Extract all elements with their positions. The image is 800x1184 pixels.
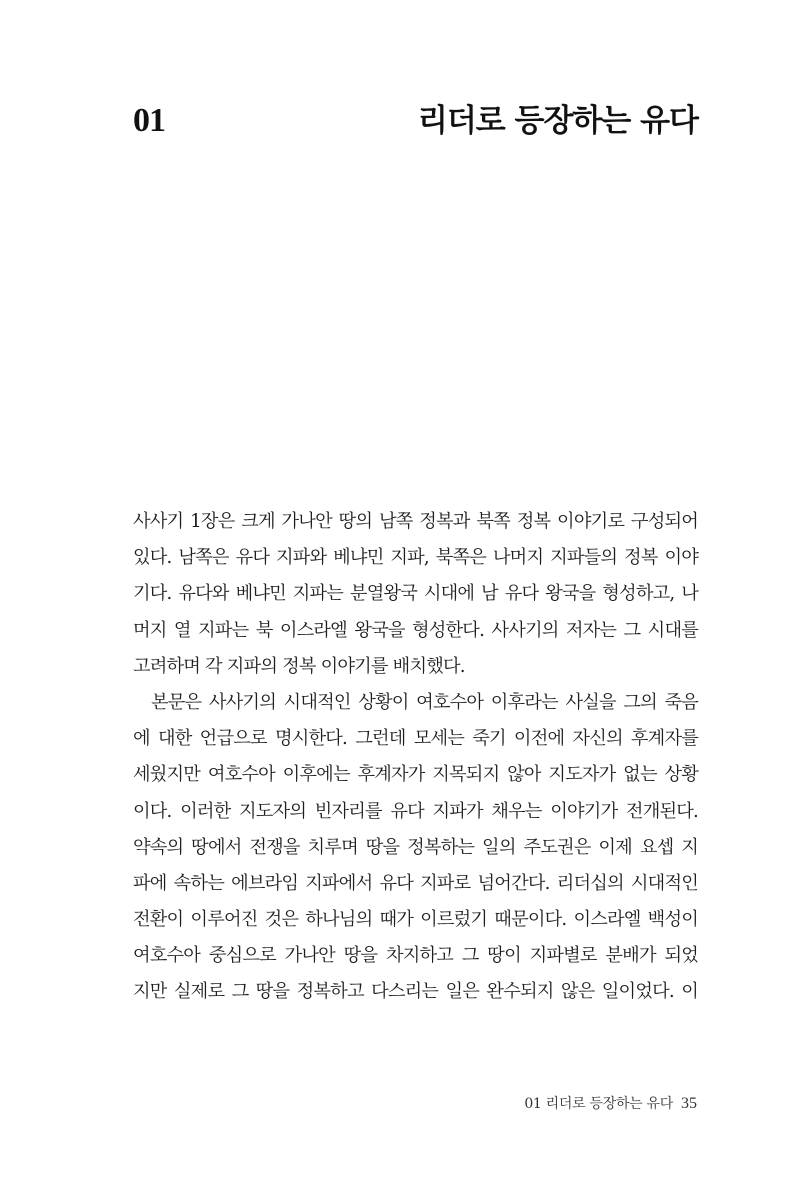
text-line: 지만 실제로 그 땅을 정복하고 다스리는 일은 완수되지 않은 일이었다. 이 [133,981,698,1003]
text-line: 전환이 이루어진 것은 하나님의 때가 이르렀기 때문이다. 이스라엘 백성이 [133,909,698,931]
text-line: 에 대한 언급으로 명시한다. 그런데 모세는 죽기 이전에 자신의 후계자를 [133,728,698,750]
body-text [133,504,698,1011]
text-line: 본문은 사사기의 시대적인 상황이 여호수아 이후라는 사실을 그의 죽음 [151,691,698,713]
text-line: 세웠지만 여호수아 이후에는 후계자가 지목되지 않아 지도자가 없는 상황 [133,764,698,786]
text-line: 여호수아 중심으로 가나안 땅을 차지하고 그 땅이 지파별로 분배가 되었 [133,945,698,967]
page-footer [524,1094,697,1114]
text-line: 고려하며 각 지파의 정복 이야기를 배치했다. [133,655,465,677]
text-line: 기다. 유다와 베냐민 지파는 분열왕국 시대에 남 유다 왕국을 형성하고, 나 [133,583,698,605]
chapter-header [133,100,698,150]
page-number: 35 [681,1095,697,1112]
text-line: 약속의 땅에서 전쟁을 치루며 땅을 정복하는 일의 주도권은 이제 요셉 지 [133,836,698,858]
text-line: 이다. 이러한 지도자의 빈자리를 유다 지파가 채우는 이야기가 전개된다. [133,800,698,822]
text-line: 머지 열 지파는 북 이스라엘 왕국을 형성한다. 사사기의 저자는 그 시대를 [133,619,698,641]
text-line: 파에 속하는 에브라임 지파에서 유다 지파로 넘어간다. 리더십의 시대적인 [133,872,698,894]
chapter-title: 리더로 등장하는 유다 [417,103,698,139]
text-line: 사사기 1장은 크게 가나안 땅의 남쪽 정복과 북쪽 정복 이야기로 구성되어 [133,511,698,532]
running-title: 01 리더로 등장하는 유다 [524,1096,673,1112]
chapter-number: 01 [133,102,165,139]
text-line: 있다. 남쪽은 유다 지파와 베냐민 지파, 북쪽은 나머지 지파들의 정복 이야 [133,547,698,569]
